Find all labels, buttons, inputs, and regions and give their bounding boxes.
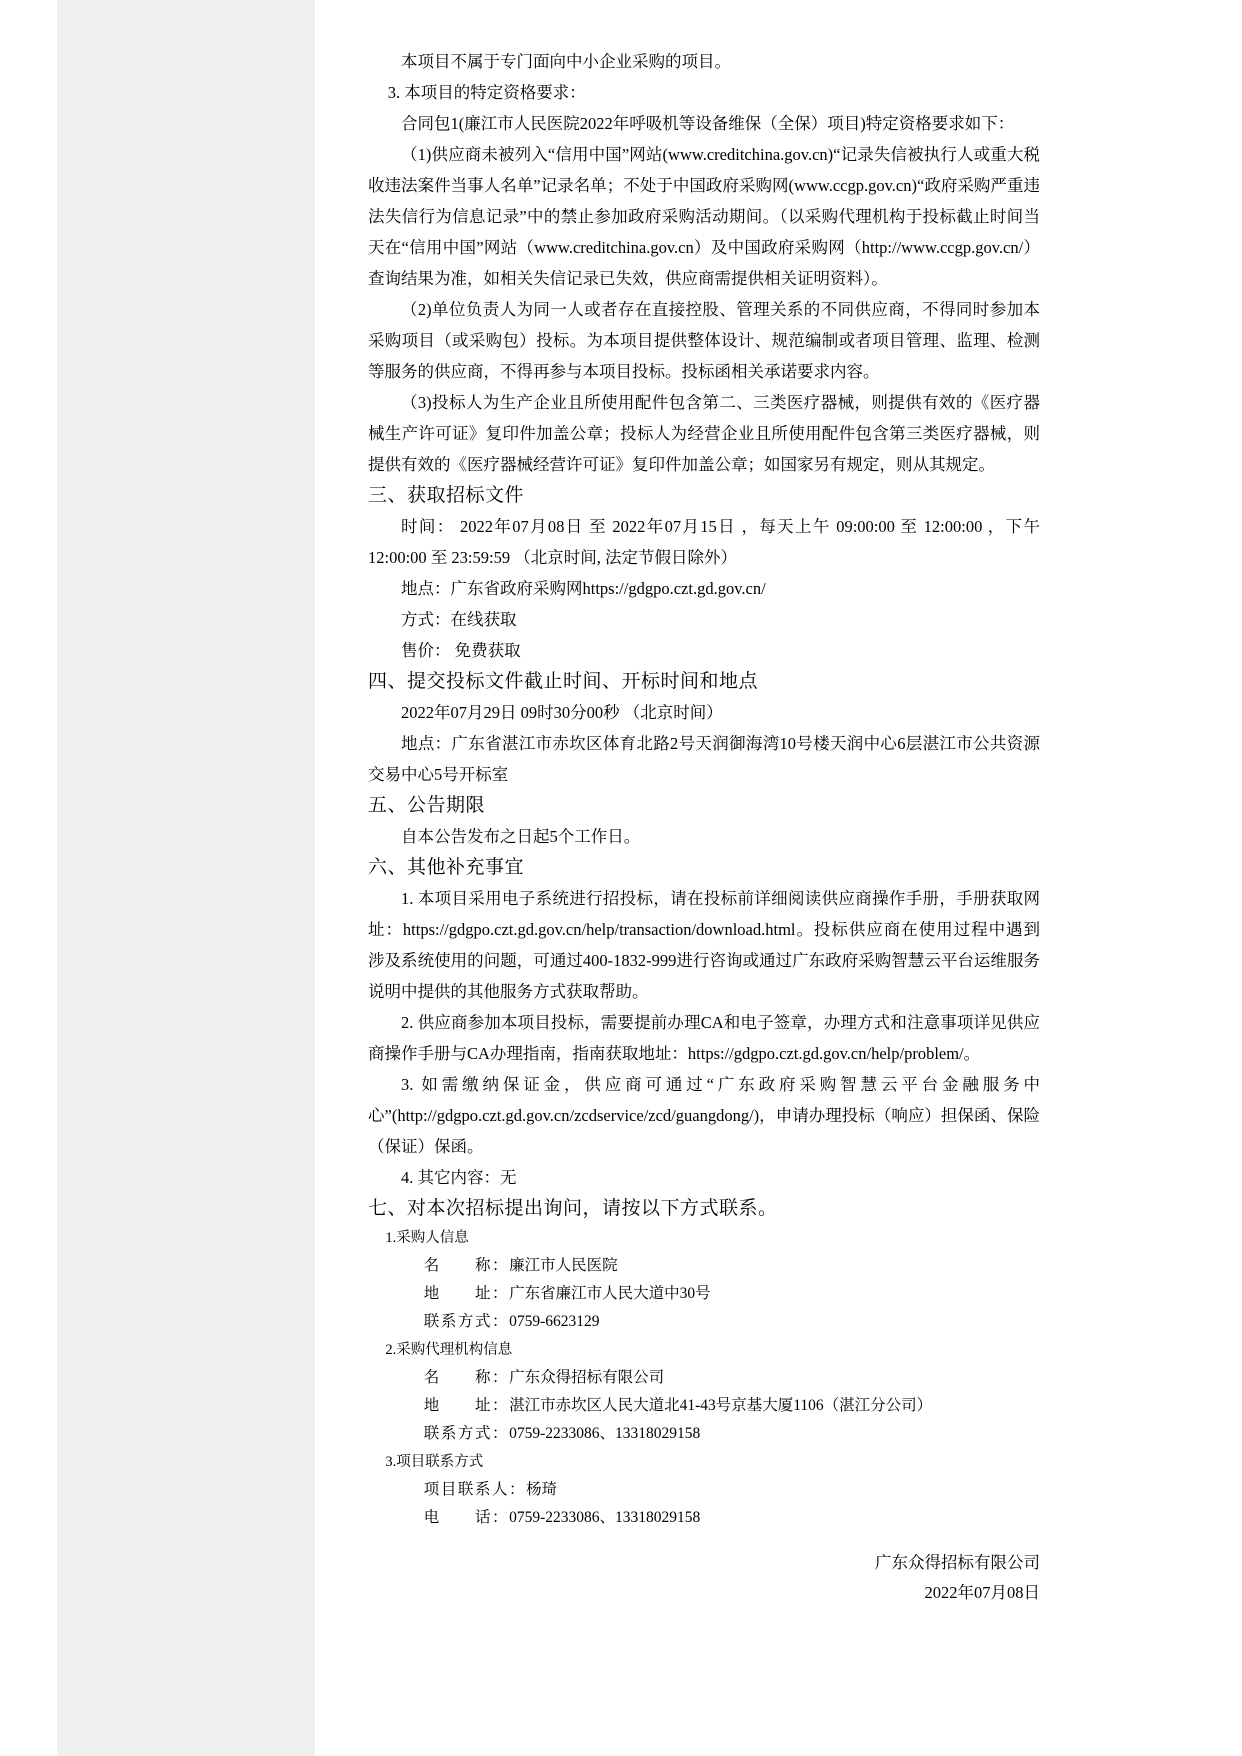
contact-label: 联系方式：: [423, 1425, 510, 1442]
contact-label: 地 址：: [423, 1397, 510, 1414]
contact-value: 广东众得招标有限公司: [509, 1369, 665, 1386]
requirement-1: （1)供应商未被列入“信用中国”网站(www.creditchina.gov.cn)“记录失信被执行人或重大税收违法案件当事人名单”记录名单；不处于中国政府采购网(www.ccgp.gov.cn)“政府采购严重违法失信行为信息记录”中的禁止参加政府采购活动期间。（以采购代理机构于投标截止时间当天在“信用中国”网站（www.creditchina.gov.cn）及中国政府采购网（http://www.ccgp.gov.cn/）查询结果为准，如相关失信记录已失效，供应商需提供相关证明资料）。: [368, 145, 1040, 288]
contact-group-heading-3: 3.项目联系方式: [385, 1454, 484, 1470]
section3-place: 地点：广东省政府采购网https://gdgpo.czt.gd.gov.cn/: [401, 579, 766, 598]
section-heading-7: 七、对本次招标提出询问，请按以下方式联系。: [368, 1198, 778, 1219]
contact-label: 电 话：: [423, 1509, 510, 1526]
contact-row: [368, 1308, 1040, 1336]
sme-note: 本项目不属于专门面向中小企业采购的项目。: [401, 52, 731, 71]
section-heading-6: 六、其他补充事宜: [368, 857, 525, 878]
contact-row: [368, 1364, 1040, 1392]
section-heading-5: 五、公告期限: [368, 795, 486, 816]
section6-item-1: 1. 本项目采用电子系统进行招投标，请在投标前详细阅读供应商操作手册，手册获取网址：https://gdgpo.czt.gd.gov.cn/help/transaction/download.html。投标供应商在使用过程中遇到涉及系统使用的问题，可通过400-1832-999进行咨询或通过广东政府采购智慧云平台运维服务说明中提供的其他服务方式获取帮助。: [368, 889, 1040, 1001]
section6-item-2: 2. 供应商参加本项目投标，需要提前办理CA和电子签章，办理方式和注意事项详见供应商操作手册与CA办理指南，指南获取地址：https://gdgpo.czt.gd.gov.cn/help/problem/。: [368, 1013, 1040, 1063]
contact-value: 0759-6623129: [509, 1313, 600, 1330]
contact-value: 广东省廉江市人民大道中30号: [509, 1285, 711, 1302]
contact-value: 湛江市赤坎区人民大道北41-43号京基大厦1106（湛江分公司）: [509, 1397, 933, 1414]
contact-row: [368, 1280, 1040, 1308]
contact-group-heading-1: 1.采购人信息: [385, 1230, 469, 1246]
section3-price: 售价： 免费获取: [401, 641, 521, 660]
contact-label: 项目联系人：: [423, 1481, 527, 1498]
contact-row: [368, 1476, 1040, 1504]
requirement-2: （2)单位负责人为同一人或者存在直接控股、管理关系的不同供应商，不得同时参加本采购项目（或采购包）投标。为本项目提供整体设计、规范编制或者项目管理、监理、检测等服务的供应商，不得再参与本项目投标。投标函相关承诺要求内容。: [368, 300, 1040, 381]
section-heading-3: 三、获取招标文件: [368, 485, 525, 506]
section5-text: 自本公告发布之日起5个工作日。: [401, 827, 641, 846]
page-left-margin-band: [57, 0, 315, 1756]
contact-group-heading-2: 2.采购代理机构信息: [385, 1342, 513, 1358]
contact-value: 杨琦: [526, 1481, 558, 1498]
signature-company: 广东众得招标有限公司: [875, 1553, 1040, 1572]
section-heading-4: 四、提交投标文件截止时间、开标时间和地点: [368, 671, 759, 692]
section6-item-3: 3. 如需缴纳保证金，供应商可通过“广东政府采购智慧云平台金融服务中心”(http://gdgpo.czt.gd.gov.cn/zcdservice/zcd/guangdong/)，申请办理投标（响应）担保函、保险（保证）保函。: [368, 1075, 1040, 1156]
contact-label: 地 址：: [423, 1285, 510, 1302]
contact-value: 0759-2233086、13318029158: [509, 1509, 701, 1526]
section3-time: 时间： 2022年07月08日 至 2022年07月15日 ，每天上午 09:00:00 至 12:00:00 ，下午 12:00:00 至 23:59:59 （北京时间, 法定节假日除外）: [368, 517, 1040, 567]
section6-item-4: 4. 其它内容：无: [401, 1168, 517, 1187]
contact-row: [368, 1392, 1040, 1420]
contact-row: [368, 1252, 1040, 1280]
package-intro: 合同包1(廉江市人民医院2022年呼吸机等设备维保（全保）项目)特定资格要求如下：: [401, 114, 1015, 133]
contact-label: 名 称：: [423, 1369, 510, 1386]
requirement-3: （3)投标人为生产企业且所使用配件包含第二、三类医疗器械，则提供有效的《医疗器械生产许可证》复印件加盖公章；投标人为经营企业且所使用配件包含第三类医疗器械，则提供有效的《医疗器械经营许可证》复印件加盖公章；如国家另有规定，则从其规定。: [368, 393, 1040, 474]
contact-label: 名 称：: [423, 1257, 510, 1274]
section4-place: 地点：广东省湛江市赤坎区体育北路2号天润御海湾10号楼天润中心6层湛江市公共资源交易中心5号开标室: [368, 734, 1040, 784]
document-body: [368, 46, 1040, 1608]
contact-value: 0759-2233086、13318029158: [509, 1425, 701, 1442]
section3-method: 方式：在线获取: [401, 610, 517, 629]
contact-value: 廉江市人民医院: [509, 1257, 618, 1274]
contact-row: [368, 1504, 1040, 1532]
specific-qualification-title: 3. 本项目的特定资格要求：: [387, 83, 586, 102]
signature-date: 2022年07月08日: [924, 1583, 1040, 1602]
contact-label: 联系方式：: [423, 1313, 510, 1330]
section4-deadline: 2022年07月29日 09时30分00秒 （北京时间）: [401, 703, 723, 722]
contact-row: [368, 1420, 1040, 1448]
